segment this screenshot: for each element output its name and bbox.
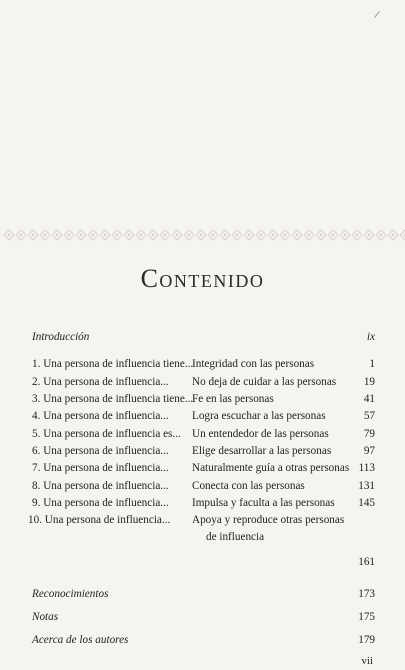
chapter-topic: Un entendedor de las personas	[192, 428, 329, 440]
chapter-page: 1	[369, 358, 375, 370]
ornament-motif	[4, 230, 14, 240]
toc-entry-introduccion	[32, 330, 375, 344]
ornament-dot	[32, 234, 34, 236]
chapter-label: 4. Una persona de influencia...	[32, 410, 169, 422]
ornament-dot	[140, 234, 142, 236]
ornament-dot	[380, 234, 382, 236]
ornament-dot	[128, 234, 130, 236]
toc-entry-notas	[32, 610, 375, 624]
ornament-motif	[160, 230, 170, 240]
chapter-page: 41	[363, 393, 375, 405]
ornament-motif	[76, 230, 86, 240]
ornament-dot	[248, 234, 250, 236]
ornament-motif	[340, 230, 350, 240]
chapter-topic: Logra escuchar a las personas	[192, 410, 326, 422]
chapter-topic: Elige desarrollar a las personas	[192, 445, 332, 457]
ornament-dot	[368, 234, 370, 236]
ornament-dot	[68, 234, 70, 236]
chapter-page: 97	[363, 445, 375, 457]
ornament-dot	[20, 234, 22, 236]
ornament-motif	[124, 230, 134, 240]
chapter-label: 8. Una persona de influencia...	[32, 480, 169, 492]
chapter-topic: Conecta con las personas	[192, 480, 305, 492]
ornament-dot	[344, 234, 346, 236]
ornament-dot	[392, 234, 394, 236]
ornament-motif	[88, 230, 98, 240]
ornament-motif	[232, 230, 242, 240]
toc-entry-page: 175	[358, 611, 375, 623]
ornament-dot	[236, 234, 238, 236]
ornament-dot	[332, 234, 334, 236]
ornament-dot	[200, 234, 202, 236]
chapter-label: 6. Una persona de influencia...	[32, 445, 169, 457]
ornament-dot	[44, 234, 46, 236]
ornament-dot	[212, 234, 214, 236]
chapter-page: 113	[358, 462, 375, 474]
ornament-motif	[280, 230, 290, 240]
ornament-motif	[40, 230, 50, 240]
chapter-page: 19	[363, 376, 375, 388]
ornament-motif	[208, 230, 218, 240]
ornament-motif	[376, 230, 386, 240]
ornament-motif	[316, 230, 326, 240]
chapter-topic-continued: de influencia	[206, 531, 265, 543]
ornament-dot	[56, 234, 58, 236]
chapter-topic: Integridad con las personas	[192, 358, 315, 370]
ornament-motif	[352, 230, 362, 240]
ornament-motif	[136, 230, 146, 240]
chapter-label: 10. Una persona de influencia...	[28, 514, 171, 526]
toc-entry-page: ix	[366, 331, 375, 343]
ornament-motif	[184, 230, 194, 240]
ornament-dot	[224, 234, 226, 236]
ornament-motif	[244, 230, 254, 240]
ornament-motif	[52, 230, 62, 240]
chapter-topic: No deja de cuidar a las personas	[192, 376, 337, 388]
ornament-dot	[308, 234, 310, 236]
ornament-motif	[100, 230, 110, 240]
ornament-dot	[152, 234, 154, 236]
ornament-motif	[220, 230, 230, 240]
ornament-motif	[112, 230, 122, 240]
ornament-dot	[80, 234, 82, 236]
ornament-dot	[188, 234, 190, 236]
ornament-dot	[92, 234, 94, 236]
chapter-label: 5. Una persona de influencia es...	[32, 428, 181, 440]
chapter-label: 1. Una persona de influencia tiene...	[32, 358, 194, 370]
toc-entry-label: Notas	[32, 611, 59, 623]
ornament-dot	[284, 234, 286, 236]
chapter-topic: Impulsa y faculta a las personas	[192, 497, 335, 509]
toc-entry-acerca	[32, 633, 375, 647]
chapter-topic: Naturalmente guía a otras personas	[192, 462, 350, 474]
toc-entry-label: Reconocimientos	[32, 588, 109, 600]
ornament-dot	[356, 234, 358, 236]
chapter-page: 131	[358, 480, 375, 492]
ornament-dot	[176, 234, 178, 236]
corner-mark	[374, 11, 380, 18]
toc-entry-label: Introducción	[32, 331, 90, 343]
ornament-motif	[148, 230, 158, 240]
ornament-motif	[256, 230, 266, 240]
chapter-label: 7. Una persona de influencia...	[32, 462, 169, 474]
decorative-ornament-band	[0, 228, 405, 242]
ornament-dot	[296, 234, 298, 236]
chapter-page: 145	[358, 497, 375, 509]
ornament-motif	[328, 230, 338, 240]
ornament-motif	[292, 230, 302, 240]
ornament-dot	[8, 234, 10, 236]
toc-entry-reconocimientos	[32, 587, 375, 601]
ornament-dot	[104, 234, 106, 236]
chapter-label: 2. Una persona de influencia...	[32, 376, 169, 388]
ornament-motif	[364, 230, 374, 240]
chapter-label: 9. Una persona de influencia...	[32, 497, 169, 509]
ornament-dot	[116, 234, 118, 236]
ornament-motif	[16, 230, 26, 240]
page-number: vii	[361, 655, 373, 667]
page-title: Contenido	[140, 264, 265, 293]
chapter-page: 79	[363, 428, 375, 440]
ornament-dot	[260, 234, 262, 236]
toc-entry-page: 179	[358, 634, 375, 646]
toc-entry-label: Acerca de los autores	[32, 634, 129, 646]
ornament-dot	[320, 234, 322, 236]
chapter-label: 3. Una persona de influencia tiene...	[32, 393, 194, 405]
ornament-dot	[272, 234, 274, 236]
ornament-motif	[64, 230, 74, 240]
chapter-page: 161	[358, 556, 375, 568]
ornament-dot	[164, 234, 166, 236]
ornament-motif	[388, 230, 398, 240]
ornament-motif	[172, 230, 182, 240]
ornament-motif	[304, 230, 314, 240]
toc-entry-page: 173	[358, 588, 375, 600]
chapter-topic: Apoya y reproduce otras personas	[192, 514, 345, 526]
chapter-topic: Fe en las personas	[192, 393, 274, 405]
ornament-motif	[196, 230, 206, 240]
chapter-page: 57	[363, 410, 375, 422]
ornament-motif	[28, 230, 38, 240]
ornament-motif	[268, 230, 278, 240]
